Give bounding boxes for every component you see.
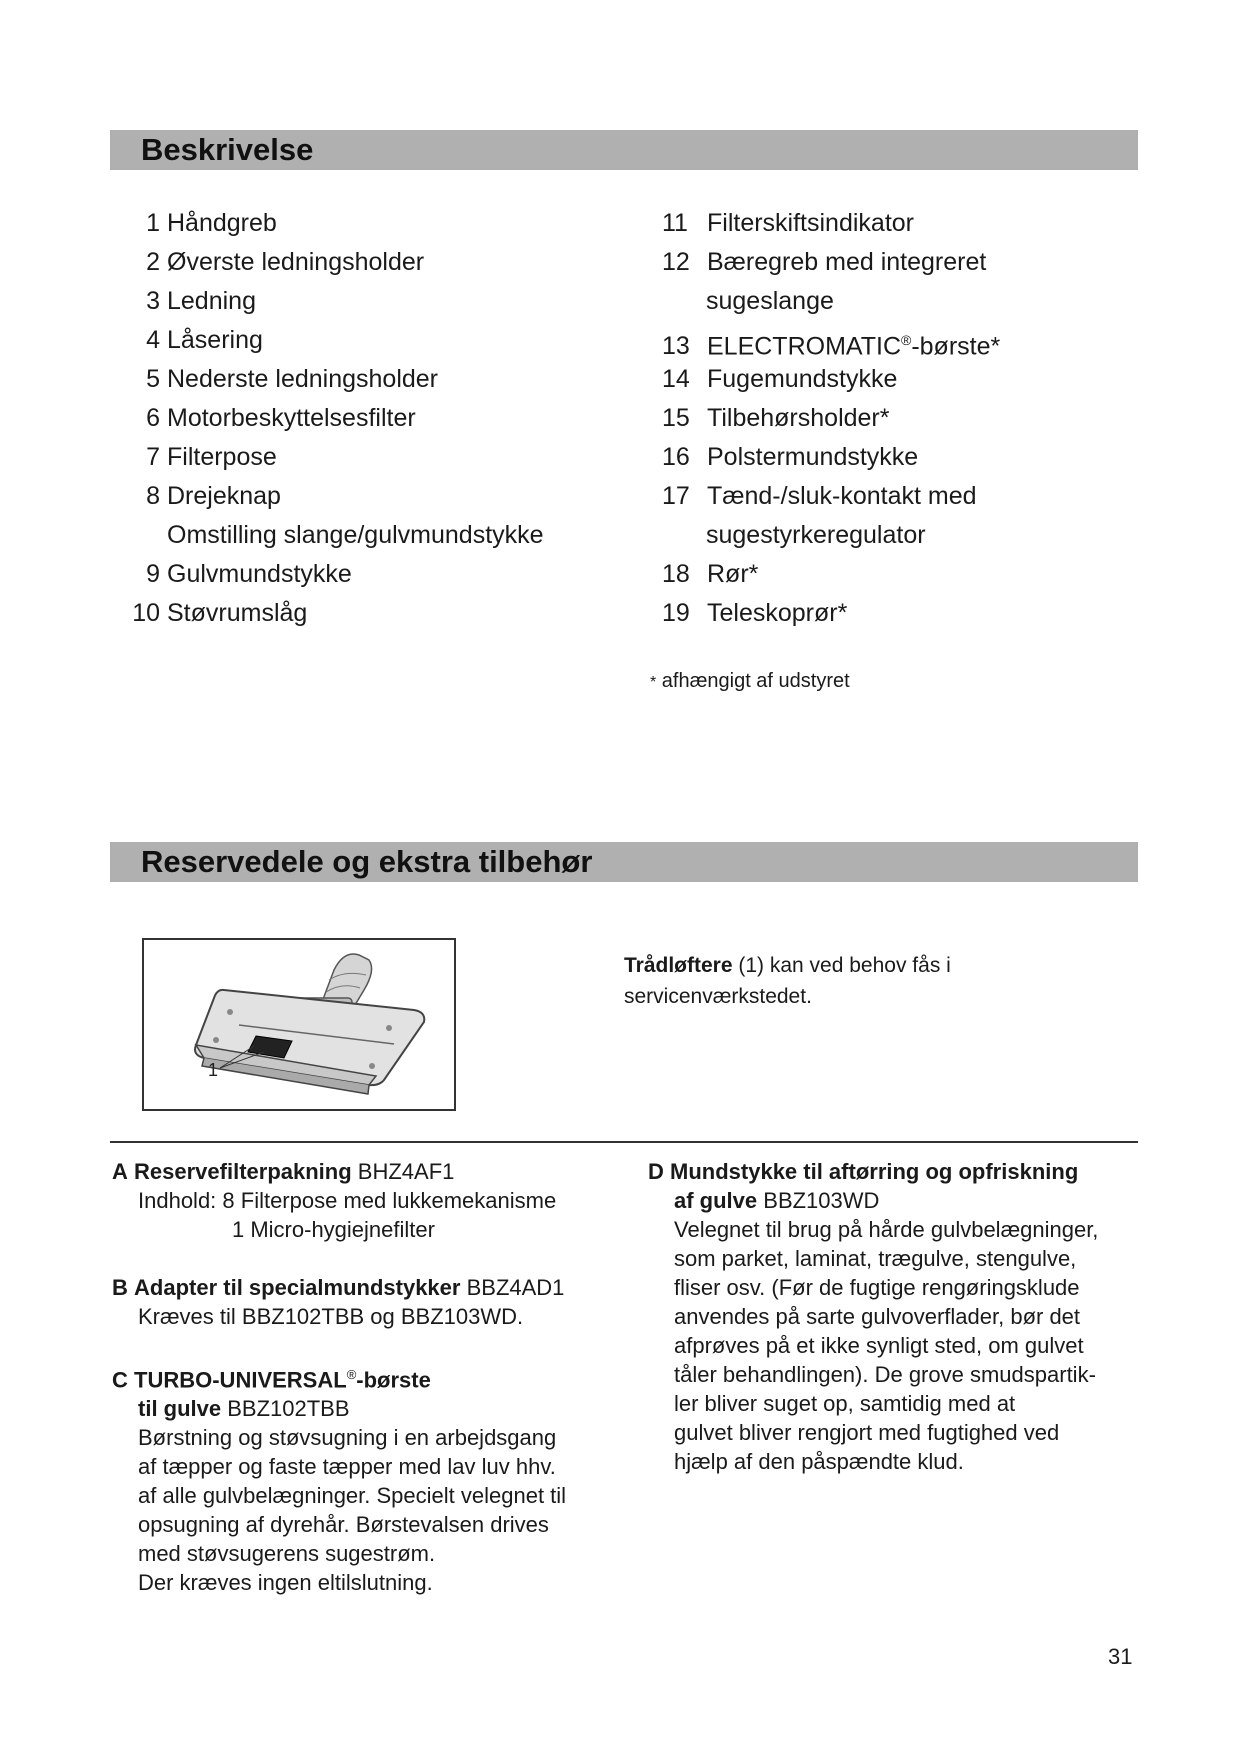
list-item: 3 Ledning <box>146 287 256 315</box>
list-item: 11 Filterskiftsindikator <box>662 209 914 237</box>
list-item-continuation: Omstilling slange/gulvmundstykke <box>167 521 544 549</box>
section-header-reservedele <box>110 842 1138 882</box>
list-item: 4 Låsering <box>146 326 263 354</box>
floor-nozzle-icon <box>144 940 454 1109</box>
list-item: 9 Gulvmundstykke <box>146 560 352 588</box>
list-item-continuation: sugeslange <box>706 287 834 315</box>
list-item: 16 Polstermundstykke <box>662 443 919 471</box>
list-item-continuation: sugestyrkeregulator <box>706 521 926 549</box>
section-header-beskrivelse <box>110 130 1138 170</box>
divider <box>110 1141 1138 1143</box>
part-b: B Adapter til specialmundstykker BBZ4AD1 Kræves til BBZ102TBB og BBZ103WD. <box>112 1275 565 1329</box>
list-item: 10 Støvrumslåg <box>132 599 308 627</box>
list-item: 8 Drejeknap <box>146 482 281 510</box>
page-number: 31 <box>1108 1644 1133 1669</box>
list-item: 14 Fugemundstykke <box>662 365 898 393</box>
intro-text: Trådløftere (1) kan ved behov fås i servicenværkstedet. <box>624 954 951 1008</box>
part-c: C TURBO-UNIVERSAL®-børste til gulve BBZ102TBB Børstning og støvsugning i en arbejdsgang af tæpper og faste tæpper med lav luv hhv. af alle gulvbelægninger. Specielt velegnet til opsugning af dyrehår. Børstevalsen drives med støvsugerens sugestrøm. Der kræves ingen eltilslutning. <box>112 1367 567 1596</box>
list-item: 15 Tilbehørsholder* <box>662 404 890 432</box>
part-d: D Mundstykke til aftørring og opfriskning af gulve BBZ103WD Velegnet til brug på hårde gulvbelægninger, som parket, laminat, trægulve, stengulve, fliser osv. (Før de fugtige rengøringsklude anvendes på sarte gulvoverflader, bør det afprøves på et ikke synligt sted, om gulvet tåler behandlingen). De grove smudspartik- ler bliver suget op, samtidig med at gulvet bliver rengjort med fugtighed ved hjælp af den påspændte klud. <box>648 1159 1099 1474</box>
list-item: 6 Motorbeskyttelsesfilter <box>146 404 416 432</box>
list-item: 19 Teleskoprør* <box>662 599 848 627</box>
list-item: 1 Håndgreb <box>146 209 277 237</box>
list-item: 18 Rør* <box>662 560 759 588</box>
footnote: * afhængigt af udstyret <box>650 670 850 692</box>
list-item: 2 Øverste ledningsholder <box>146 248 425 276</box>
list-item: 17 Tænd-/sluk-kontakt med <box>662 482 977 510</box>
svg-text:1: 1 <box>208 1060 219 1080</box>
list-item: 13 ELECTROMATIC®-børste* <box>662 332 1001 361</box>
section-title: Beskrivelse <box>141 132 314 167</box>
list-item: 7 Filterpose <box>146 443 277 471</box>
list-item: 5 Nederste ledningsholder <box>146 365 439 393</box>
section-title: Reservedele og ekstra tilbehør <box>141 844 593 879</box>
floor-nozzle-illustration <box>142 938 456 1111</box>
part-a: A Reservefilterpakning BHZ4AF1 Indhold: 8 Filterpose med lukkemekanisme 1 Micro-hygiejnefilter <box>112 1159 557 1242</box>
list-item: 12 Bæregreb med integreret <box>662 248 987 276</box>
